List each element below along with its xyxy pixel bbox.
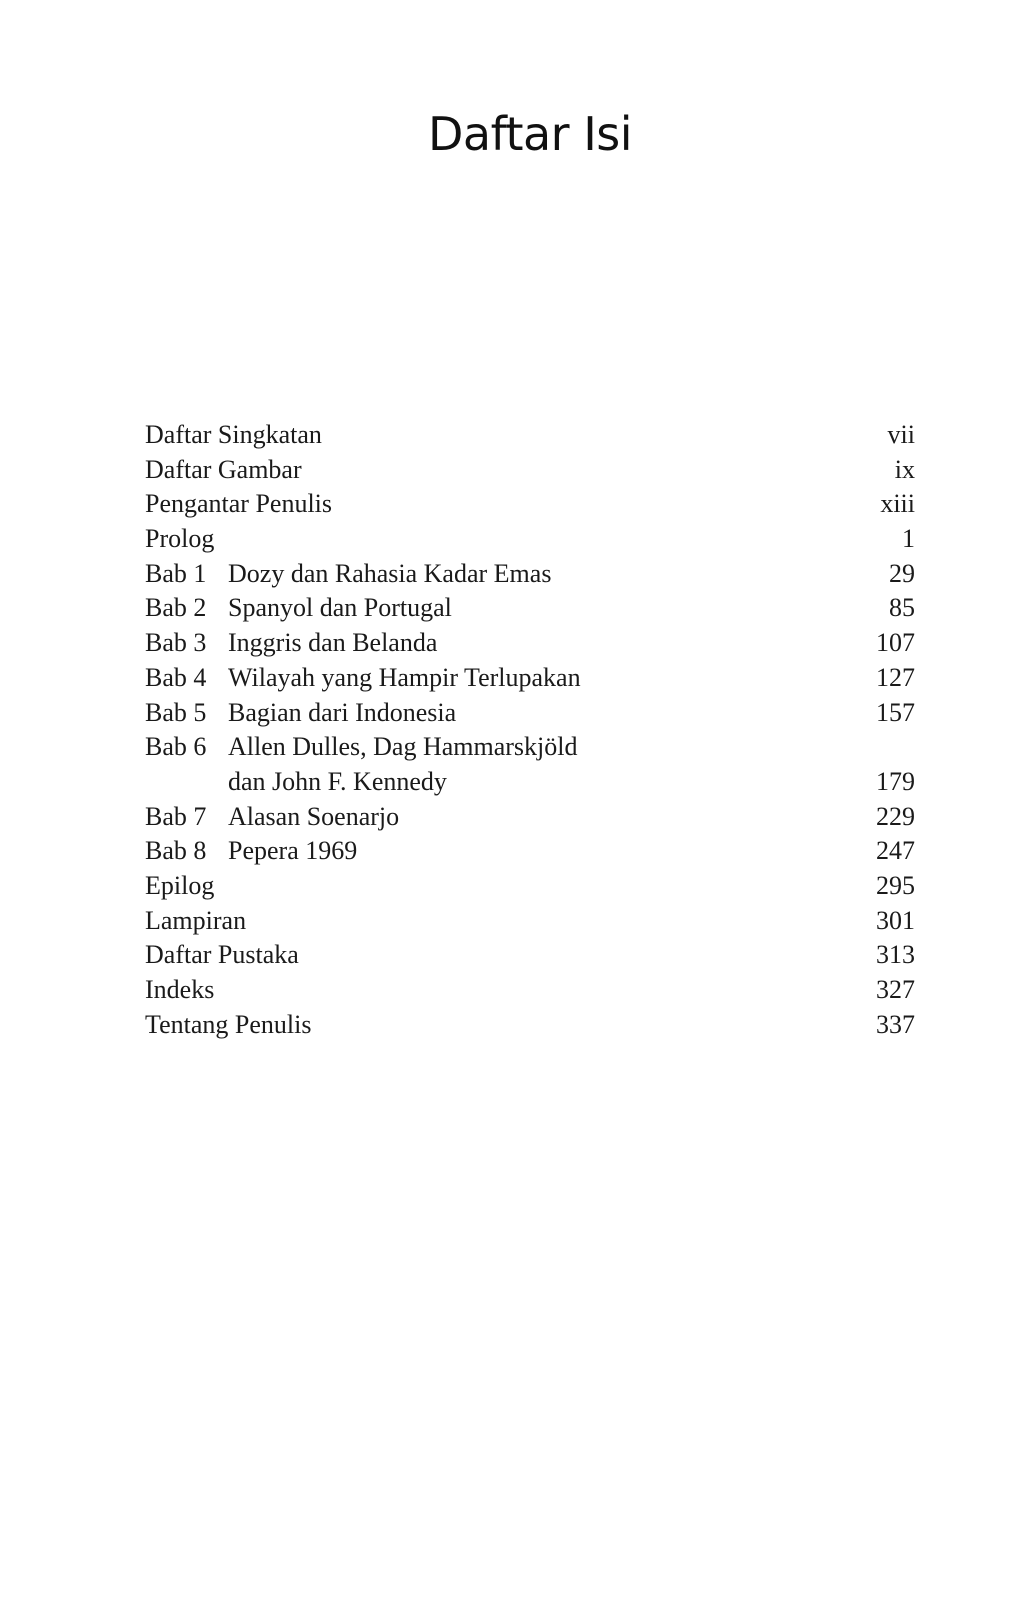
toc-entry-page: ix <box>894 454 915 484</box>
toc-entry-title: Daftar Gambar <box>145 454 302 484</box>
toc-entry-page: 107 <box>876 628 915 658</box>
toc-entry-title: Prolog <box>145 524 215 554</box>
toc-entry-page: xiii <box>880 489 915 519</box>
toc-entry-title: Inggris dan Belanda <box>228 628 438 658</box>
toc-entry-title: Dozy dan Rahasia Kadar Emas <box>228 558 552 588</box>
toc-entry-title: Indeks <box>145 975 215 1005</box>
toc-chapter-label: Bab 2 <box>145 593 207 623</box>
page-title: Daftar Isi <box>427 107 633 161</box>
toc-entry-bab-3[interactable] <box>145 626 915 661</box>
toc-entry-page: 327 <box>876 975 915 1005</box>
toc-entry-page: 1 <box>902 524 915 554</box>
toc-entry-daftar-gambar[interactable] <box>145 453 915 488</box>
toc-entry-title: Tentang Penulis <box>145 1009 312 1039</box>
toc-chapter-label: Bab 5 <box>145 697 207 727</box>
toc-entry-bab-1[interactable] <box>145 557 915 592</box>
toc-entry-page: 179 <box>876 766 915 796</box>
toc-entry-page: 247 <box>876 836 915 866</box>
toc-entry-title: Pepera 1969 <box>228 836 358 866</box>
toc-entry-bab-8[interactable] <box>145 834 915 869</box>
toc-chapter-label: Bab 7 <box>145 801 207 831</box>
toc-entry-title: Spanyol dan Portugal <box>228 593 452 623</box>
toc-entry-page: 29 <box>889 558 915 588</box>
toc-entry-epilog[interactable] <box>145 869 915 904</box>
toc-entry-page: 337 <box>876 1009 915 1039</box>
toc-entry-page: 157 <box>876 697 915 727</box>
toc-entry-title: Daftar Pustaka <box>145 940 299 970</box>
toc-entry-page: 301 <box>876 905 915 935</box>
toc-entry-title: Pengantar Penulis <box>145 489 333 519</box>
toc-entry-title: Epilog <box>145 870 215 900</box>
toc-entry-page: 295 <box>876 870 915 900</box>
toc-entry-title: Bagian dari Indonesia <box>228 697 457 727</box>
toc-entry-title-line-2: dan John F. Kennedy <box>228 766 447 796</box>
toc-entry-bab-7[interactable] <box>145 800 915 835</box>
toc-entry-title: Daftar Singkatan <box>145 420 322 449</box>
toc-entry-bab-2[interactable] <box>145 591 915 626</box>
toc-chapter-label: Bab 6 <box>145 732 207 762</box>
toc-entry-prolog[interactable] <box>145 522 915 557</box>
toc-entry-title: Wilayah yang Hampir Terlupakan <box>228 662 581 692</box>
toc-entry-indeks[interactable] <box>145 973 915 1008</box>
toc-entry-page: 229 <box>876 801 915 831</box>
toc-entry-lampiran[interactable] <box>145 904 915 939</box>
toc-entry-bab-6[interactable] <box>145 730 915 799</box>
toc-entry-title: Lampiran <box>145 905 247 935</box>
toc-entry-page: 127 <box>876 662 915 692</box>
toc-chapter-label: Bab 4 <box>145 662 207 692</box>
toc-chapter-label: Bab 8 <box>145 836 207 866</box>
toc-entry-daftar-singkatan[interactable] <box>145 418 915 453</box>
toc-entry-title-line-1: Allen Dulles, Dag Hammarskjöld <box>228 732 578 762</box>
toc-entry-daftar-pustaka[interactable] <box>145 938 915 973</box>
toc-entry-pengantar-penulis[interactable] <box>145 487 915 522</box>
toc-chapter-label: Bab 1 <box>145 558 207 588</box>
toc-entry-title <box>228 730 855 799</box>
toc-entry-bab-4[interactable] <box>145 661 915 696</box>
table-of-contents <box>145 418 915 1042</box>
toc-entry-title: Alasan Soenarjo <box>228 801 400 831</box>
toc-entry-page: 313 <box>876 940 915 970</box>
toc-chapter-label: Bab 3 <box>145 628 207 658</box>
toc-entry-tentang-penulis[interactable] <box>145 1008 915 1043</box>
toc-entry-page: vii <box>887 420 915 449</box>
toc-entry-bab-5[interactable] <box>145 696 915 731</box>
toc-entry-page: 85 <box>889 593 915 623</box>
